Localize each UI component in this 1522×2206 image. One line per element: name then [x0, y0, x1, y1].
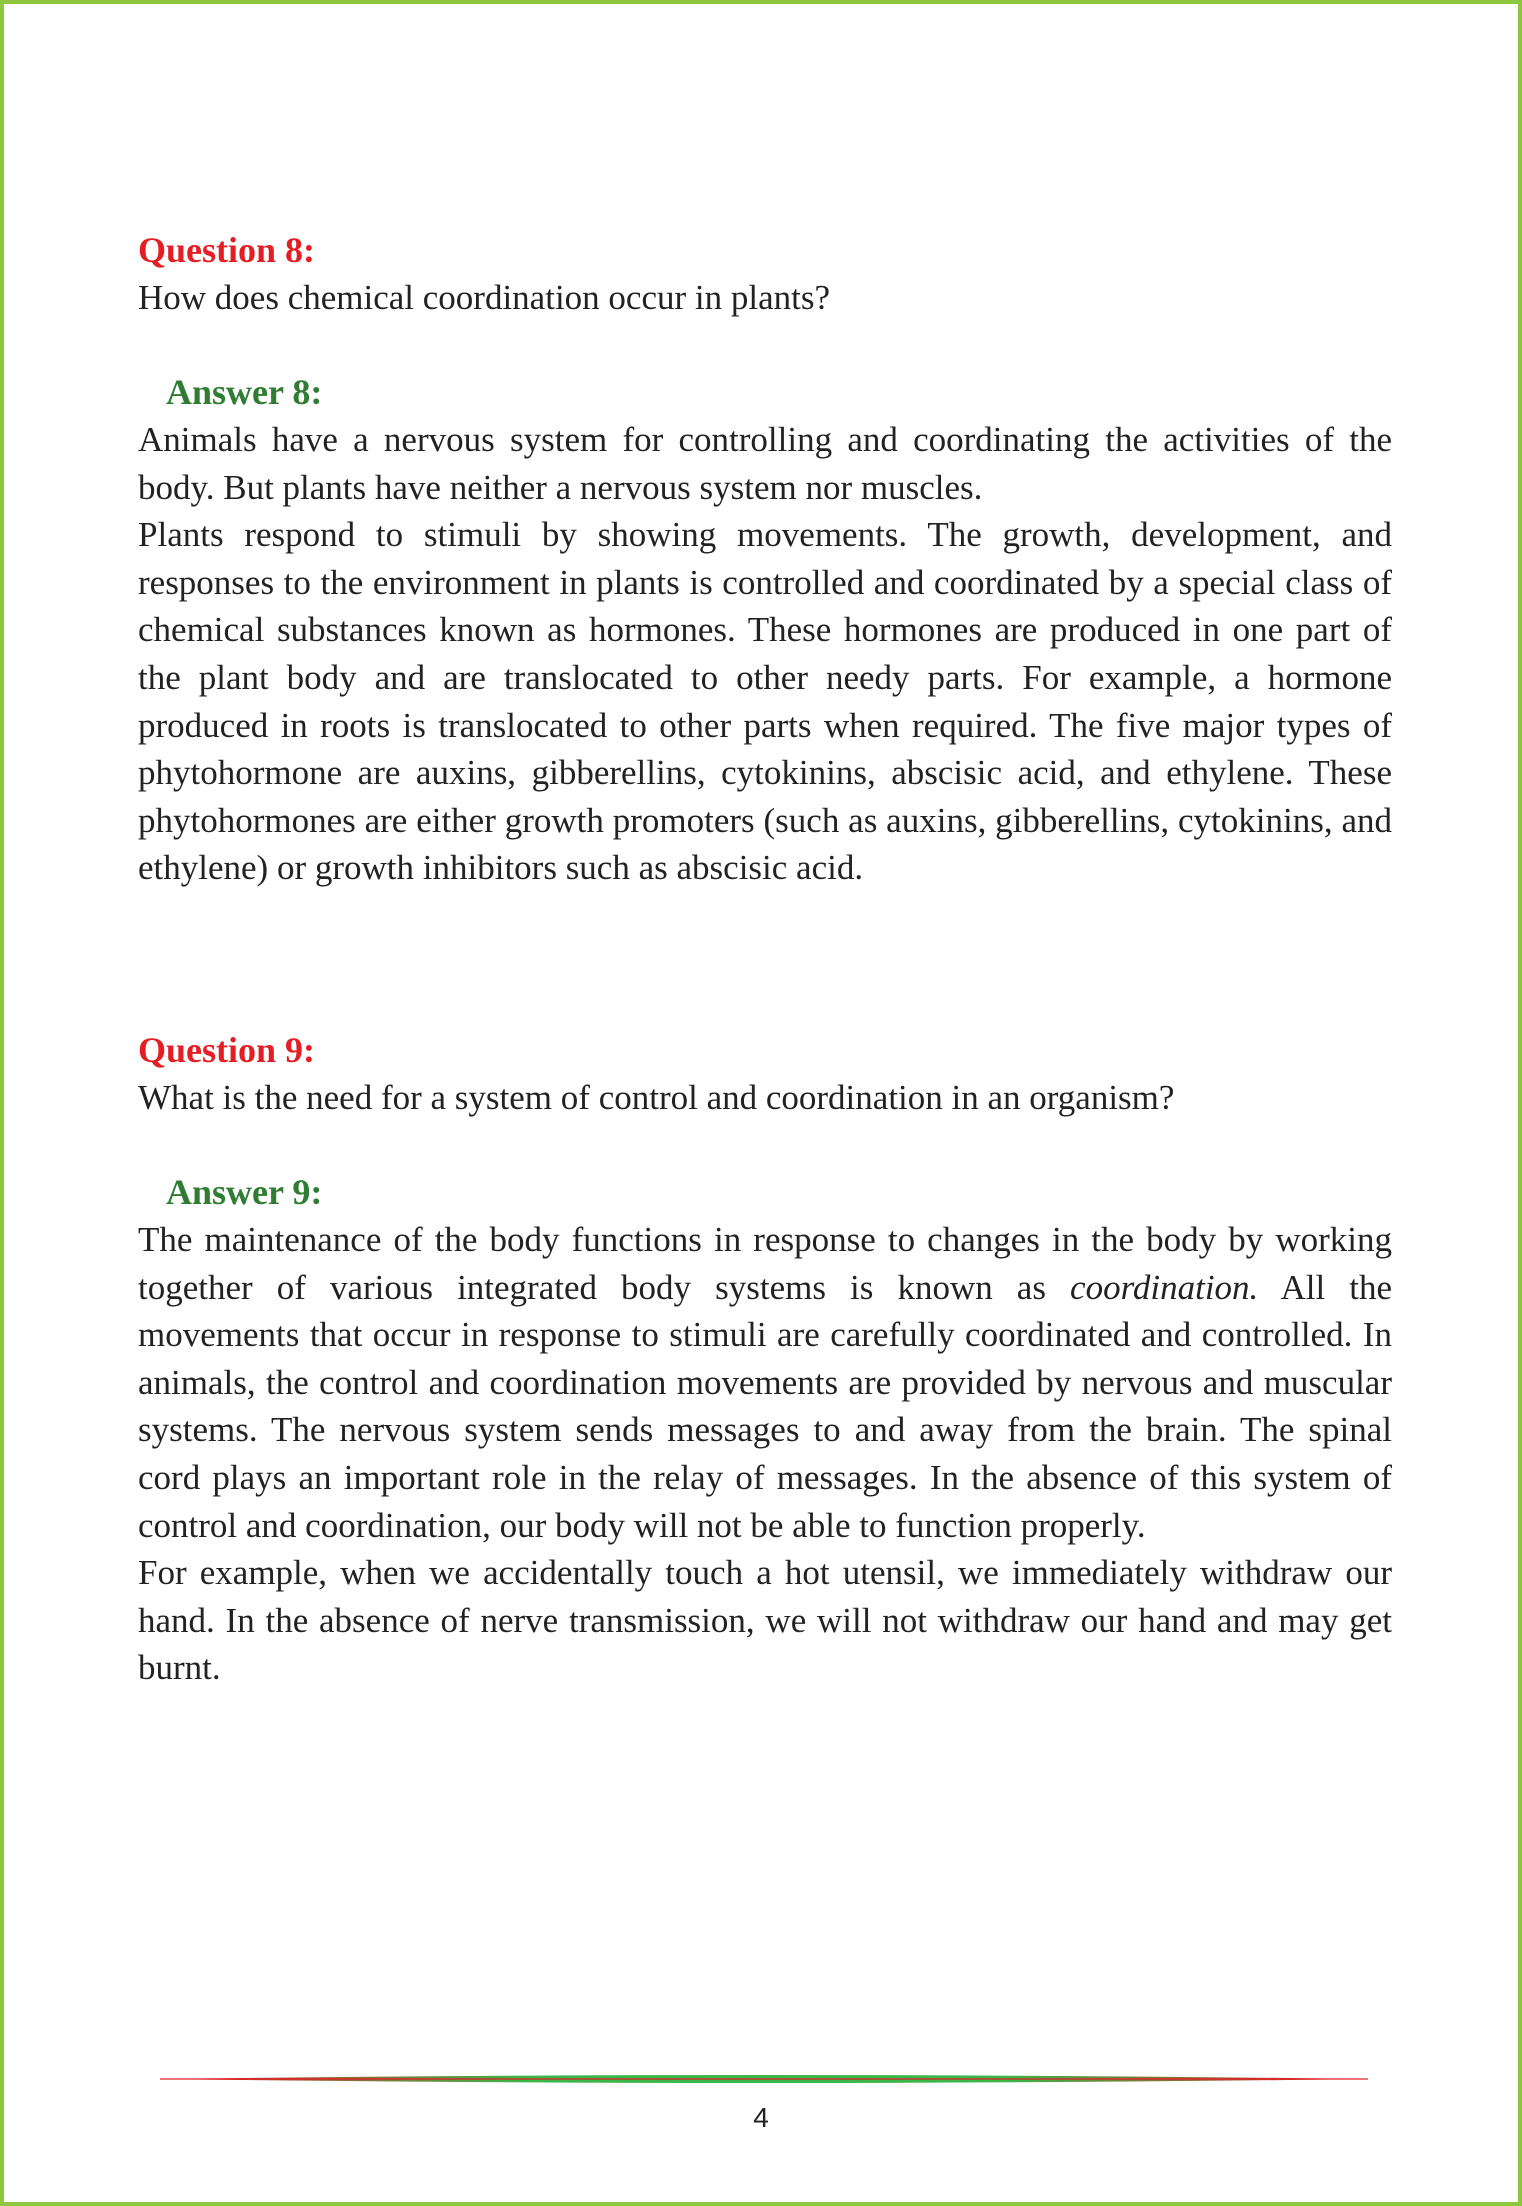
question-9-text: What is the need for a system of control and coordination in an organism?: [138, 1077, 1175, 1117]
question-9-label: Question 9:: [138, 1029, 316, 1070]
answer-9-text-end: All the movements that occur in response to stimuli are carefully coordinated and controlled. In animals, the control and coordination movements are provided by nervous and muscular systems. The nervous system sends messages to and away from the brain. The spinal cord plays an important role in the relay of messages. In the absence of this system of control and coordination, our body will not be able to function properly.: [138, 1267, 1392, 1545]
answer-9-paragraph-1: [138, 1216, 1392, 1549]
question-8-block: [138, 226, 1392, 892]
page-content: [138, 226, 1392, 1692]
answer-8-paragraph-2: Plants respond to stimuli by showing movements. The growth, development, and responses to the environment in plants is controlled and coordinated by a special class of chemical substances known as hormones. These hormones are produced in one part of the plant body and are translocated to other needy parts. For example, a hormone produced in roots is translocated to other parts when required. The five major types of phytohormone are auxins, gibberellins, cytokinins, abscisic acid, and ethylene. These phytohormones are either growth promoters (such as auxins, gibberellins, cytokinins, and ethylene) or growth inhibitors such as abscisic acid.: [138, 515, 1392, 888]
page-number: 4: [753, 2102, 769, 2133]
answer-9-paragraph-2: For example, when we accidentally touch a hot utensil, we immediately withdraw our hand. In the absence of nerve transmission, we will not withdraw our hand and may get burnt.: [138, 1553, 1392, 1688]
question-8-text: How does chemical coordination occur in plants?: [138, 278, 831, 317]
footer-divider: [160, 2072, 1368, 2086]
answer-9-label: Answer 9:: [166, 1171, 323, 1212]
answer-9-text-start: The maintenance of the body functions in response to changes in the body by working together of various integrated body systems is known as: [138, 1219, 1392, 1307]
question-9-block: [138, 1026, 1392, 1692]
question-8-label: Question 8:: [138, 230, 316, 270]
answer-8-paragraph-1: Animals have a nervous system for controlling and coordinating the activities of the body. But plants have neither a nervous system nor muscles.: [138, 420, 1392, 507]
coordination-term: coordination.: [1070, 1267, 1259, 1307]
answer-8-label: Answer 8:: [166, 372, 323, 412]
